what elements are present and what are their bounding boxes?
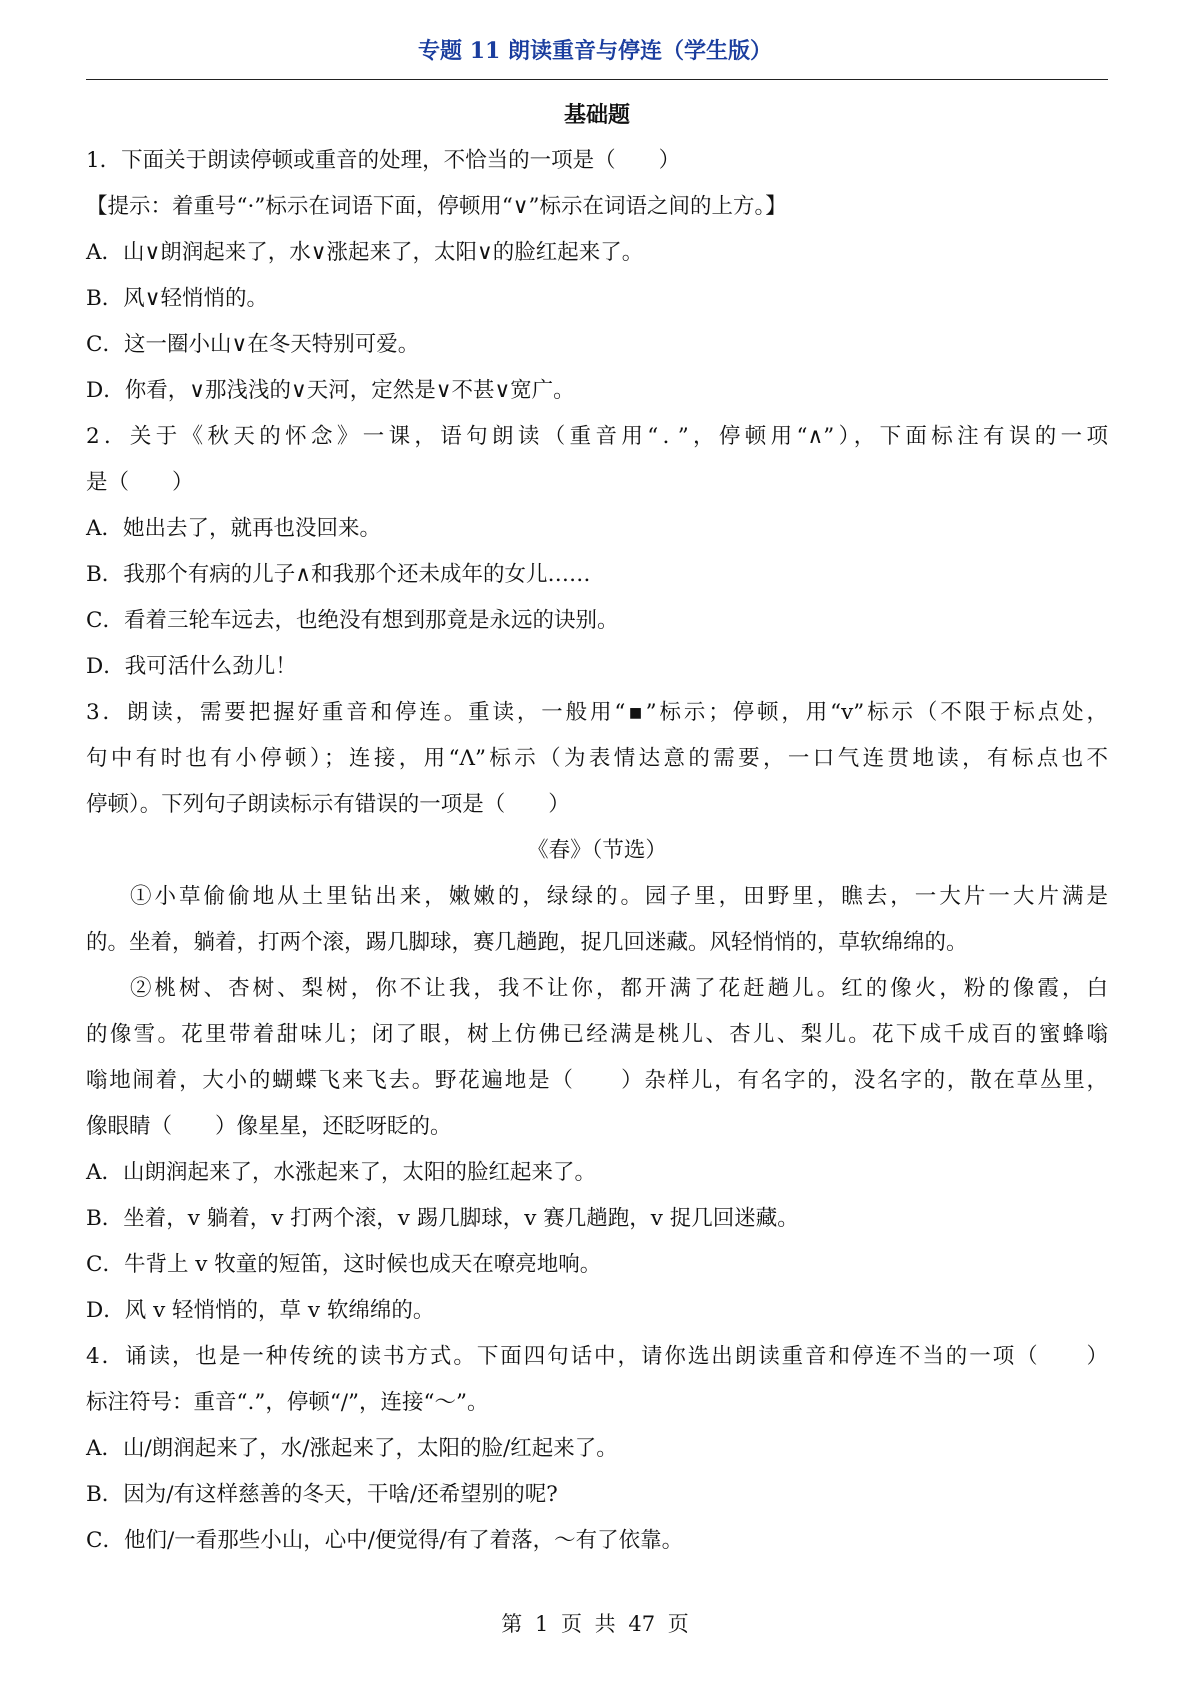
q3-option-c: C．牛背上 v 牧童的短笛，这时候也成天在嘹亮地响。 — [86, 1252, 602, 1277]
poem-para1-line-1: ①小草偷偷地从土里钻出来，嫩嫩的，绿绿的。园子里，田野里，瞧去，一大片一大片满是 — [130, 884, 1108, 909]
q4-stem-line-2: 标注符号：重音“.”，停顿“/”，连接“～”。 — [86, 1390, 489, 1415]
poem-para2-line-1: ②桃树、杏树、梨树，你不让我，我不让你，都开满了花赶趟儿。红的像火，粉的像霞，白 — [130, 976, 1108, 1001]
document-body — [86, 92, 1108, 1564]
q3-stem-line-2: 句中有时也有小停顿）；连接，用“Λ”标示（为表情达意的需要，一口气连贯地读，有标点也不 — [86, 746, 1108, 771]
q2-option-c: C．看着三轮车远去，也绝没有想到那竟是永远的诀别。 — [86, 608, 619, 633]
q4-option-a: A．山/朗润起来了，水/涨起来了，太阳的脸/红起来了。 — [86, 1436, 618, 1461]
poem-para2-line-2: 的像雪。花里带着甜味儿；闭了眼，树上仿佛已经满是桃儿、杏儿、梨儿。花下成千成百的蜜蜂嗡 — [86, 1022, 1108, 1047]
q4-option-b: B．因为/有这样慈善的冬天，干啥/还希望别的呢? — [86, 1482, 558, 1507]
q2-stem-line-2: 是（ ） — [86, 470, 194, 495]
header-divider — [86, 79, 1108, 80]
q2-option-b: B．我那个有病的儿子∧和我那个还未成年的女儿…… — [86, 562, 591, 587]
q2-stem-line-1: 2．关于《秋天的怀念》一课，语句朗读（重音用“．”，停顿用“∧”），下面标注有误的一项 — [86, 424, 1108, 449]
poem-para1-line-2: 的。坐着，躺着，打两个滚，踢几脚球，赛几趟跑，捉几回迷藏。风轻悄悄的，草软绵绵的。 — [86, 930, 968, 955]
q2-option-d: D．我可活什么劲儿！ — [86, 654, 297, 679]
q3-option-d: D．风 v 轻悄悄的，草 v 软绵绵的。 — [86, 1298, 435, 1323]
q1-option-d: D．你看，∨那浅浅的∨天河，定然是∨不甚∨宽广。 — [86, 378, 575, 403]
poem-title: 《春》（节选） — [527, 838, 667, 863]
header-title: 专题 11 朗读重音与停连（学生版） — [418, 38, 772, 64]
q2-option-a: A．她出去了，就再也没回来。 — [86, 516, 382, 541]
poem-para2-line-4: 像眼睛（ ）像星星，还眨呀眨的。 — [86, 1114, 452, 1139]
q1-stem: 1．下面关于朗读停顿或重音的处理，不恰当的一项是（ ） — [86, 148, 681, 173]
page-number: 第 1 页 共 47 页 — [501, 1612, 689, 1636]
q1-option-b: B．风∨轻悄悄的。 — [86, 286, 269, 311]
q1-option-c: C．这一圈小山∨在冬天特别可爱。 — [86, 332, 420, 357]
poem-para2-line-3: 嗡地闹着，大小的蝴蝶飞来飞去。野花遍地是（ ）杂样儿，有名字的，没名字的，散在草丛里， — [86, 1068, 1108, 1093]
q3-stem-line-1: 3．朗读，需要把握好重音和停连。重读，一般用“▪”标示；停顿，用“v”标示（不限于标点处， — [86, 700, 1108, 725]
q3-stem-line-3: 停顿）。下列句子朗读标示有错误的一项是（ ） — [86, 792, 570, 817]
q3-option-b: B．坐着，v 躺着，v 打两个滚，v 踢几脚球，v 赛几趟跑，v 捉几回迷藏。 — [86, 1206, 799, 1231]
q1-option-a: A．山∨朗润起来了，水∨涨起来了，太阳∨的脸红起来了。 — [86, 240, 644, 265]
q4-stem-line-1: 4．诵读，也是一种传统的读书方式。下面四句话中，请你选出朗读重音和停连不当的一项（ ） — [86, 1344, 1108, 1369]
q1-hint: 【提示：着重号“·”标示在词语下面，停顿用“∨”标示在词语之间的上方。】 — [86, 194, 787, 219]
q3-option-a: A．山朗润起来了，水涨起来了，太阳的脸红起来了。 — [86, 1160, 597, 1185]
section-title: 基础题 — [563, 102, 630, 128]
q4-option-c: C．他们/一看那些小山，心中/便觉得/有了着落，～有了依靠。 — [86, 1528, 684, 1553]
